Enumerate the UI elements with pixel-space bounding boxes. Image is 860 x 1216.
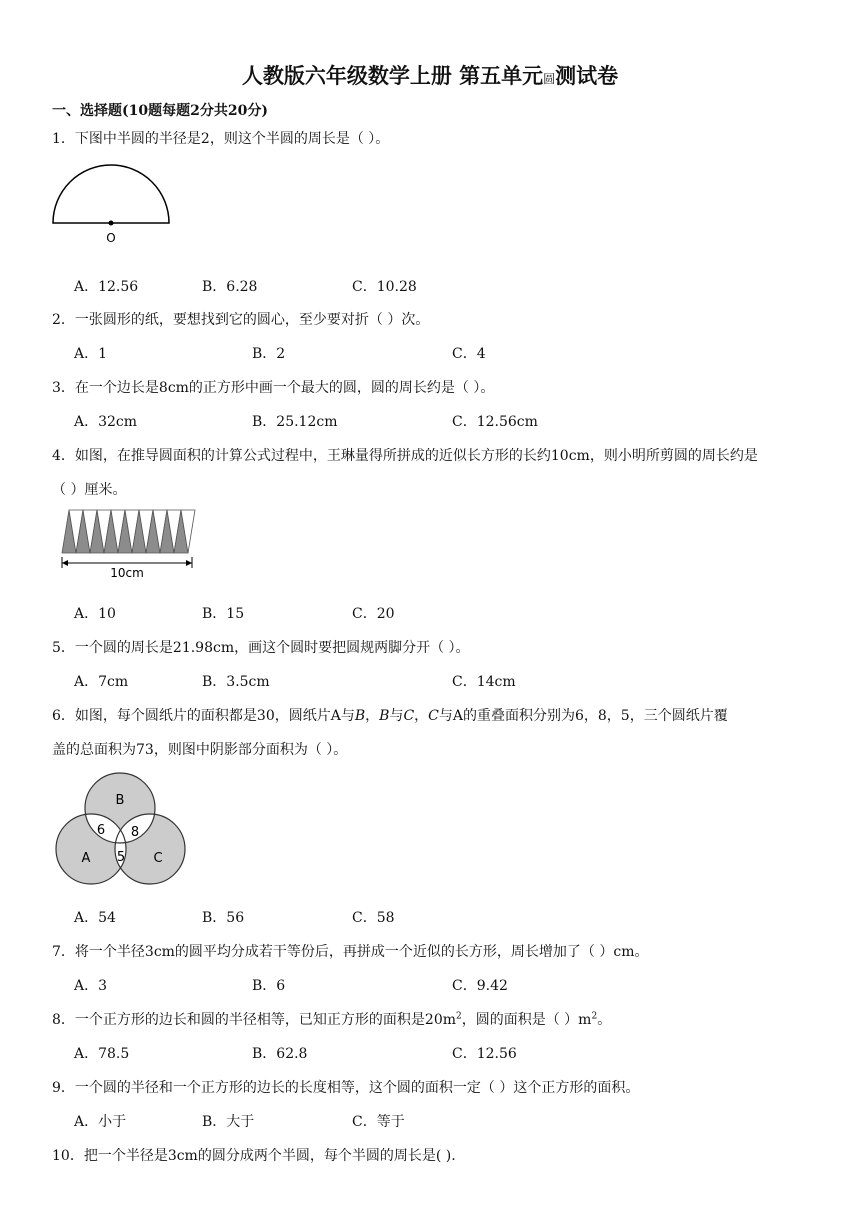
q7-option-b[interactable]: B．6 (252, 978, 286, 994)
circle-c-label: C (153, 851, 163, 866)
three-circles-figure (50, 770, 195, 892)
q5-option-b[interactable]: B．3.5cm (202, 674, 270, 690)
q4-option-a[interactable]: A．10 (74, 606, 116, 622)
overlap-bc-label: 8 (130, 825, 140, 840)
q3-option-b[interactable]: B．25.12cm (252, 414, 338, 430)
q4-option-b[interactable]: B．15 (202, 606, 245, 622)
q2-option-a[interactable]: A．1 (74, 346, 108, 362)
q9-option-b[interactable]: B．大于 (202, 1114, 255, 1130)
q6-option-a[interactable]: A．54 (74, 910, 116, 926)
overlap-ab-label: 6 (96, 823, 106, 838)
question-2: 2．一张圆形的纸，要想找到它的圆心，至少要对折（ ）次。 (52, 312, 430, 328)
q9-option-c[interactable]: C．等于 (352, 1114, 405, 1130)
q7-option-a[interactable]: A．3 (74, 978, 108, 994)
question-7: 7．将一个半径3cm的圆平均分成若干等份后，再拼成一个近似的长方形，周长增加了（ ）cm。 (52, 944, 649, 960)
q9-option-a[interactable]: A．小于 (74, 1114, 127, 1130)
q1-option-b[interactable]: B．6.28 (202, 279, 258, 295)
circle-b-label: B (115, 793, 125, 808)
q2-option-c[interactable]: C．4 (452, 346, 486, 362)
q3-option-c[interactable]: C．12.56cm (452, 414, 538, 430)
circle-a-label: A (81, 851, 91, 866)
question-9: 9．一个圆的半径和一个正方形的边长的长度相等，这个圆的面积一定（ ）这个正方形的面积。 (52, 1080, 640, 1096)
q6-option-c[interactable]: C．58 (352, 910, 395, 926)
q5-option-a[interactable]: A．7cm (74, 674, 129, 690)
question-10: 10．把一个半径是3cm的圆分成两个半圆，每个半圆的周长是( ). (52, 1148, 456, 1164)
q2-option-b[interactable]: B．2 (252, 346, 286, 362)
q1-option-a[interactable]: A．12.56 (74, 279, 139, 295)
question-5: 5．一个圆的周长是21.98cm，画这个圆时要把圆规两脚分开（ ）。 (52, 640, 470, 656)
q7-option-c[interactable]: C．9.42 (452, 978, 508, 994)
overlap-ac-label: 5 (116, 850, 126, 865)
section-heading: 一、选择题(10题每题2分共20分) (52, 103, 268, 119)
question-4-cont: （ ）厘米。 (52, 482, 127, 498)
q8-option-c[interactable]: C．12.56 (452, 1046, 517, 1062)
question-4: 4．如图，在推导圆面积的计算公式过程中，王琳量得所拼成的近似长方形的长约10cm，则小明所剪圆的周长约是 (52, 448, 758, 464)
center-label: O (106, 231, 116, 245)
question-6-cont: 盖的总面积为73，则图中阴影部分面积为（ ）。 (52, 742, 348, 758)
page-title: 人教版六年级数学上册 第五单元圆测试卷 (241, 63, 619, 88)
question-8: 8．一个正方形的边长和圆的半径相等，已知正方形的面积是$20m^2$，圆的面积是（ ）$m^2$。 (52, 1011, 612, 1028)
q4-option-c[interactable]: C．20 (352, 606, 395, 622)
q3-option-a[interactable]: A．32cm (74, 414, 138, 430)
q8-option-b[interactable]: B．62.8 (252, 1046, 308, 1062)
q5-option-c[interactable]: C．14cm (452, 674, 516, 690)
length-label: 10cm (110, 566, 144, 580)
title-small: 圆 (543, 72, 556, 86)
question-3: 3．在一个边长是8cm的正方形中画一个最大的圆，圆的周长约是（ ）。 (52, 380, 495, 396)
rectangle-sectors-figure (56, 505, 206, 585)
question-1: 1．下图中半圆的半径是2，则这个半圆的周长是（ ）。 (52, 131, 390, 147)
question-6: 6．如图，每个圆纸片的面积都是30，圆纸片A与B，B与C，C与A的重叠面积分别为6，8，5，三个圆纸片覆 (52, 708, 728, 724)
q6-option-b[interactable]: B．56 (202, 910, 245, 926)
q1-option-c[interactable]: C．10.28 (352, 279, 417, 295)
q8-option-a[interactable]: A．78.5 (74, 1046, 130, 1062)
semicircle-figure (48, 160, 178, 250)
